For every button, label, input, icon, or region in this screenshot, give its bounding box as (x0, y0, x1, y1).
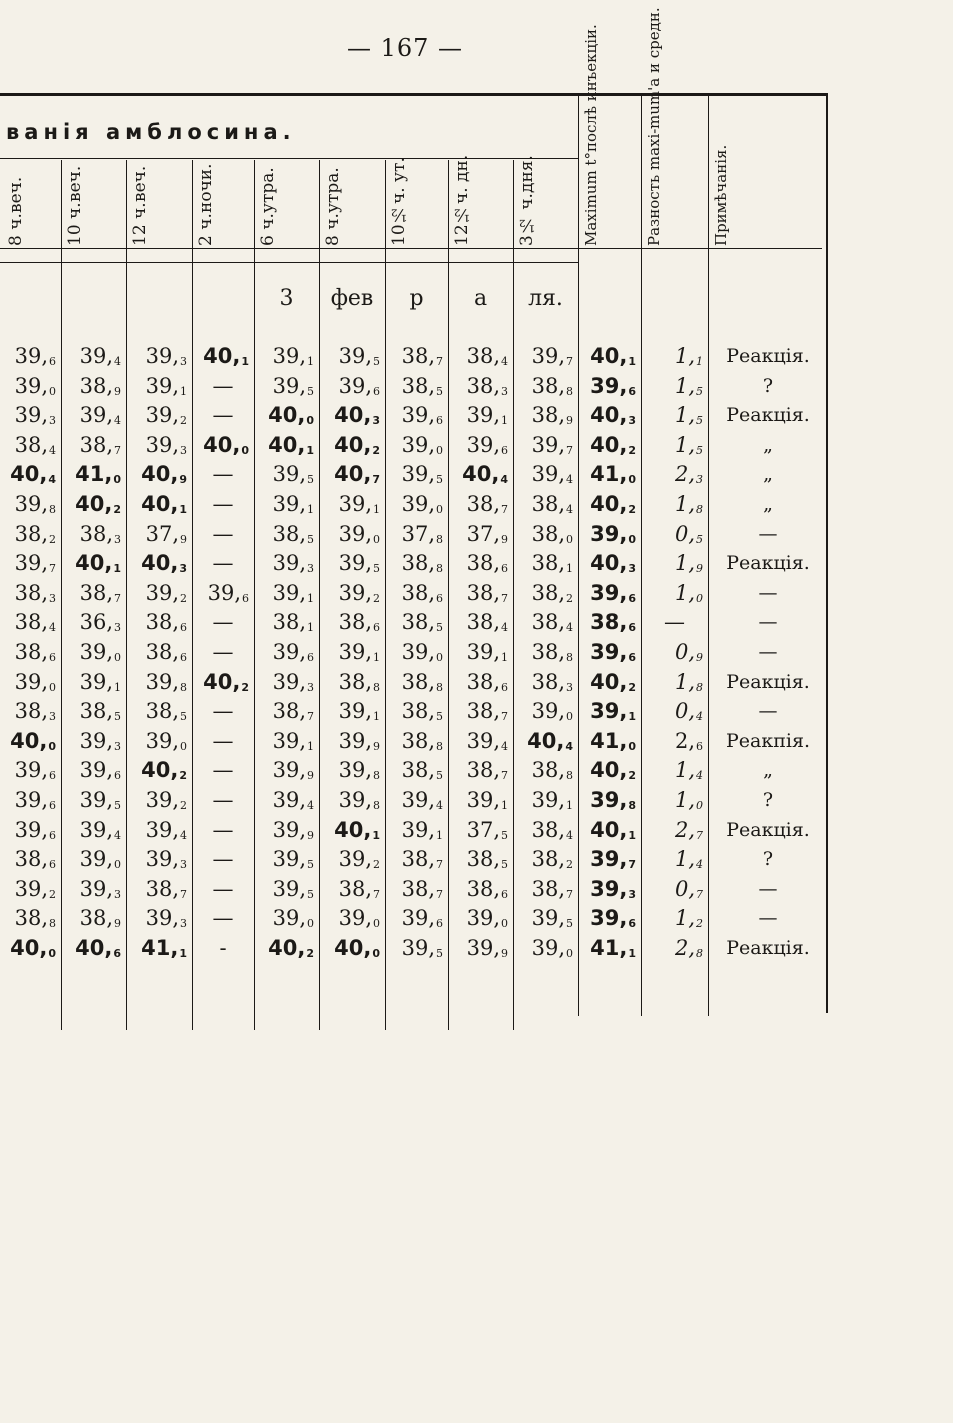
table-cell: $1,_8$ (674, 670, 703, 694)
table-cell: $40,_2$ (590, 492, 636, 516)
row-note: „ (763, 493, 773, 515)
table-cell: $40,_0$ (10, 729, 56, 753)
table-cell: $39,_4$ (466, 729, 508, 753)
table-cell: $39,_2$ (338, 847, 380, 871)
table-cell: $39,_4$ (272, 788, 314, 812)
table-cell: $39,_0$ (14, 374, 56, 398)
table-cell: $38,_8$ (401, 670, 443, 694)
table-cell: $38,_7$ (401, 877, 443, 901)
column-header (452, 155, 509, 246)
table-cell: $38,_4$ (531, 610, 573, 634)
table-cell: $39,_5$ (531, 906, 573, 930)
table-cell: $39,_1$ (590, 699, 636, 723)
table-cell: $38,_7$ (79, 581, 121, 605)
table-cell: $38,_3$ (14, 581, 56, 605)
table-cell: $40,_3$ (141, 551, 187, 575)
table-cell: $39,_0$ (145, 729, 187, 753)
table-cell: $38,_6$ (466, 551, 508, 575)
table-cell: — (212, 551, 234, 575)
table-cell: $38,_0$ (531, 522, 573, 546)
table-cell: $39,_9$ (466, 936, 508, 960)
row-note: — (758, 582, 778, 604)
table-cell: $39,_6$ (14, 344, 56, 368)
table-cell: $38,_7$ (531, 877, 573, 901)
table-cell: $39,_9$ (272, 818, 314, 842)
page-number: — 167 — (346, 34, 464, 62)
column-header-line: 12 ч. (130, 202, 150, 246)
table-cell: $38,_9$ (79, 374, 121, 398)
table-cell: $38,_6$ (590, 610, 636, 634)
table-cell: — (212, 906, 234, 930)
table-cell: $38,_3$ (14, 699, 56, 723)
table-cell: $38,_4$ (14, 610, 56, 634)
table-cell: $39,_5$ (401, 462, 443, 486)
table-top-rule (0, 93, 828, 96)
table-cell: $39,_6$ (401, 403, 443, 427)
row-note: — (758, 878, 778, 900)
column-header-line: 10½ (389, 204, 409, 246)
table-cell: — (212, 403, 234, 427)
column-header-line: веч. (130, 166, 150, 203)
table-cell: $39,_2$ (145, 788, 187, 812)
table-cell: $37,_9$ (145, 522, 187, 546)
table-cell: $38,_1$ (531, 551, 573, 575)
column-header (712, 100, 822, 246)
table-cell: $40,_0$ (334, 936, 380, 960)
column-header-line: веч. (6, 176, 26, 214)
column-header-line: 12½ (452, 204, 472, 246)
table-cell: $39,_5$ (401, 936, 443, 960)
table-cell: $40,_6$ (75, 936, 121, 960)
row-note: ? (762, 375, 774, 397)
column-header-line: ч. дн. (452, 155, 472, 205)
table-cell: $38,_3$ (466, 374, 508, 398)
table-cell: $40,_3$ (590, 551, 636, 575)
table-cell: $39,_4$ (79, 818, 121, 842)
table-cell: $38,_4$ (466, 610, 508, 634)
table-cell: $39,_1$ (466, 403, 508, 427)
table-cell: $39,_1$ (272, 344, 314, 368)
table-cell: $39,_0$ (401, 492, 443, 516)
table-cell: $39,_6$ (466, 433, 508, 457)
table-cell: $39,_1$ (338, 492, 380, 516)
table-cell: $39,_1$ (145, 374, 187, 398)
column-header (389, 157, 444, 246)
table-cell: $39,_7$ (590, 847, 636, 871)
table-cell: $39,_6$ (401, 906, 443, 930)
table-cell: $39,_3$ (79, 877, 121, 901)
table-cell: $39,_8$ (590, 788, 636, 812)
table-cell: $39,_5$ (272, 877, 314, 901)
table-cell: $39,_1$ (272, 581, 314, 605)
table-cell: $2,_8$ (674, 936, 703, 960)
table-cell: — (212, 877, 234, 901)
table-cell: $39,_1$ (272, 729, 314, 753)
column-header (323, 164, 381, 246)
date-word: р (409, 286, 424, 311)
table-cell: $39,_9$ (338, 729, 380, 753)
table-cell: $39,_8$ (338, 758, 380, 782)
table-cell: $1,_5$ (674, 433, 703, 457)
table-cell: $39,_2$ (145, 403, 187, 427)
table-cell: $38,_5$ (401, 758, 443, 782)
table-cell: $41,_0$ (590, 729, 636, 753)
table-cell: $38,_3$ (79, 522, 121, 546)
table-cell: — (212, 758, 234, 782)
table-cell: $39,_0$ (466, 906, 508, 930)
table-cell: — (212, 610, 234, 634)
table-cell: $38,_8$ (338, 670, 380, 694)
table-cell: — (664, 610, 685, 634)
table-cell: — (212, 729, 234, 753)
table-cell: $38,_8$ (531, 758, 573, 782)
table-cell: $0,_4$ (674, 699, 703, 723)
table-cell: $1,_5$ (674, 403, 703, 427)
table-cell: $37,_9$ (466, 522, 508, 546)
table-cell: $40,_9$ (141, 462, 187, 486)
column-header-line: веч. (65, 166, 85, 203)
column-header (258, 164, 315, 246)
table-cell: $40,_2$ (590, 670, 636, 694)
table-cell: $39,_3$ (590, 877, 636, 901)
table-cell: $40,_1$ (334, 818, 380, 842)
table-cell: $40,_2$ (141, 758, 187, 782)
column-header-line: Maximum t° (582, 152, 600, 246)
table-cell: $39,_0$ (531, 699, 573, 723)
table-cell: $38,_6$ (14, 847, 56, 871)
table-cell: $39,_7$ (531, 344, 573, 368)
table-cell: — (212, 374, 234, 398)
table-cell: $39,_1$ (272, 492, 314, 516)
table-cell: $40,_1$ (203, 344, 249, 368)
table-cell: $39,_4$ (79, 344, 121, 368)
table-cell: $39,_1$ (338, 699, 380, 723)
table-cell: $40,_2$ (334, 433, 380, 457)
row-note: Реакція. (726, 671, 810, 693)
column-header (196, 164, 250, 246)
table-cell: $38,_6$ (145, 610, 187, 634)
table-cell: $39,_4$ (531, 462, 573, 486)
table-cell: $40,_0$ (268, 403, 314, 427)
table-cell: $39,_3$ (145, 847, 187, 871)
table-cell: $1,_1$ (674, 344, 703, 368)
table-cell: $38,_9$ (79, 906, 121, 930)
table-cell: $39,_8$ (14, 492, 56, 516)
row-note: „ (763, 463, 773, 485)
table-cell: $40,_4$ (10, 462, 56, 486)
table-cell: $37,_8$ (401, 522, 443, 546)
table-cell: $38,_6$ (466, 670, 508, 694)
table-title: ванія амблосина. (6, 120, 296, 144)
column-header-line: ночи. (196, 163, 216, 214)
table-cell: $38,_4$ (531, 818, 573, 842)
table-cell: $38,_7$ (466, 492, 508, 516)
table-cell: $40,_1$ (75, 551, 121, 575)
table-cell: $39,_6$ (79, 758, 121, 782)
table-cell: $39,_2$ (338, 581, 380, 605)
table-cell: $38,_6$ (338, 610, 380, 634)
row-note: Реакція. (726, 552, 810, 574)
table-cell: $38,_5$ (401, 610, 443, 634)
table-cell: $39,_7$ (531, 433, 573, 457)
table-cell: $39,_1$ (338, 640, 380, 664)
table-cell: — (212, 818, 234, 842)
table-cell: $38,_7$ (401, 847, 443, 871)
column-header-line: 3½ ч. (517, 193, 537, 246)
column-header (6, 164, 57, 246)
table-cell: $39,_4$ (145, 818, 187, 842)
table-cell: $39,_3$ (272, 670, 314, 694)
table-cell: $38,_7$ (338, 877, 380, 901)
table-cell: $39,_6$ (590, 906, 636, 930)
table-cell: - (219, 936, 227, 960)
column-header-line: дня. (517, 155, 537, 194)
title-rule (0, 158, 578, 159)
column-header-line: утра. (258, 167, 278, 214)
row-note: Реакпія. (726, 730, 810, 752)
table-cell: $37,_5$ (466, 818, 508, 842)
date-word: ля. (528, 286, 563, 311)
table-cell: $39,_5$ (272, 462, 314, 486)
table-cell: $39,_0$ (79, 847, 121, 871)
table-cell: $0,_7$ (674, 877, 703, 901)
column-header (645, 7, 704, 246)
table-cell: $38,_5$ (401, 374, 443, 398)
table-cell: $38,_5$ (466, 847, 508, 871)
row-note: — (758, 523, 778, 545)
table-cell: $38,_8$ (401, 729, 443, 753)
table-cell: $40,_1$ (141, 492, 187, 516)
table-cell: $38,_3$ (531, 670, 573, 694)
table-cell: $41,_1$ (141, 936, 187, 960)
table-cell: — (212, 522, 234, 546)
table-cell: $38,_2$ (14, 522, 56, 546)
table-cell: $38,_8$ (401, 551, 443, 575)
table-cell: $38,_6$ (466, 877, 508, 901)
table-cell: $2,_6$ (674, 729, 703, 753)
header-bottom-rule (0, 248, 822, 249)
table-cell: $39,_5$ (338, 344, 380, 368)
row-note: — (758, 700, 778, 722)
table-cell: — (212, 699, 234, 723)
table-cell: $39,_8$ (145, 670, 187, 694)
table-cell: $38,_5$ (79, 699, 121, 723)
table-cell: $40,_1$ (590, 344, 636, 368)
table-cell: $39,_6$ (14, 818, 56, 842)
table-cell: — (212, 788, 234, 812)
column-header-line: 6 ч. (258, 213, 278, 246)
column-header-line: mum'a и средн. (645, 7, 663, 129)
table-cell: $39,_0$ (14, 670, 56, 694)
table-cell: $0,_9$ (674, 640, 703, 664)
table-cell: $39,_1$ (401, 818, 443, 842)
table-cell: $1,_4$ (674, 758, 703, 782)
table-cell: $38,_6$ (145, 640, 187, 664)
table-cell: $1,_4$ (674, 847, 703, 871)
table-cell: $39,_3$ (145, 344, 187, 368)
table-cell: $39,_6$ (14, 788, 56, 812)
column-header-line: 8 ч. (323, 213, 343, 246)
table-cell: $38,_7$ (466, 581, 508, 605)
row-note: ? (762, 789, 774, 811)
column-header-line: послѣ инъекціи. (582, 24, 600, 153)
table-cell: — (212, 847, 234, 871)
table-cell: $38,_7$ (272, 699, 314, 723)
table-cell: $40,_3$ (590, 403, 636, 427)
table-cell: $38,_5$ (145, 699, 187, 723)
table-cell: $40,_1$ (590, 818, 636, 842)
table-cell: $38,_7$ (466, 699, 508, 723)
table-cell: $39,_5$ (338, 551, 380, 575)
table-cell: $39,_6$ (590, 640, 636, 664)
table-cell: $38,_2$ (531, 847, 573, 871)
table-cell: $38,_7$ (79, 433, 121, 457)
table-cell: $38,_4$ (466, 344, 508, 368)
table-cell: $39,_1$ (531, 788, 573, 812)
table-cell: $41,_0$ (75, 462, 121, 486)
table-cell: $39,_5$ (79, 788, 121, 812)
row-note: — (758, 611, 778, 633)
table-cell: $36,_3$ (79, 610, 121, 634)
table-cell: $40,_2$ (203, 670, 249, 694)
table-cell: $38,_5$ (401, 699, 443, 723)
table-cell: $38,_4$ (14, 433, 56, 457)
table-cell: $2,_3$ (674, 462, 703, 486)
table-cell: $39,_2$ (14, 877, 56, 901)
table-cell: $39,_9$ (272, 758, 314, 782)
column-header (130, 164, 188, 246)
row-note: Реакція. (726, 345, 810, 367)
table-cell: $38,_8$ (531, 640, 573, 664)
table-cell: $38,_8$ (531, 374, 573, 398)
table-cell: — (212, 492, 234, 516)
table-cell: $39,_3$ (145, 433, 187, 457)
column-header-line: утра. (323, 167, 343, 214)
table-cell: $39,_5$ (272, 847, 314, 871)
table-cell: $40,_3$ (334, 403, 380, 427)
table-cell: $39,_0$ (79, 640, 121, 664)
table-cell: $38,_7$ (145, 877, 187, 901)
table-cell: $39,_3$ (272, 551, 314, 575)
table-cell: $1,_8$ (674, 492, 703, 516)
table-cell: $38,_6$ (401, 581, 443, 605)
table-cell: $40,_2$ (590, 758, 636, 782)
column-header (517, 155, 574, 246)
table-cell: $2,_7$ (674, 818, 703, 842)
table-cell: $39,_6$ (272, 640, 314, 664)
table-cell: $38,_7$ (401, 344, 443, 368)
column-header-line: Разность maxi- (645, 128, 663, 246)
table-cell: $41,_0$ (590, 462, 636, 486)
table-cell: $39,_6$ (590, 374, 636, 398)
table-cell: $39,_6$ (14, 758, 56, 782)
row-note: „ (763, 759, 773, 781)
table-cell: $40,_4$ (462, 462, 508, 486)
table-cell: — (212, 462, 234, 486)
table-cell: $39,_6$ (338, 374, 380, 398)
table-cell: $39,_0$ (590, 522, 636, 546)
table-cell: $38,_2$ (531, 581, 573, 605)
column-header-line: 2 ч. (196, 213, 216, 246)
table-cell: $39,_8$ (338, 788, 380, 812)
table-cell: $39,_3$ (14, 403, 56, 427)
table-cell: $39,_5$ (272, 374, 314, 398)
table-cell: $39,_2$ (145, 581, 187, 605)
table-cell: $39,_6$ (590, 581, 636, 605)
table-cell: $38,_8$ (14, 906, 56, 930)
table-cell: $1,_5$ (674, 374, 703, 398)
table-cell: $38,_9$ (531, 403, 573, 427)
table-cell: $38,_1$ (272, 610, 314, 634)
table-cell: $40,_2$ (75, 492, 121, 516)
date-word: 3 (279, 286, 294, 311)
column-header-line: Примѣчанія. (712, 144, 730, 246)
table-cell: $41,_1$ (590, 936, 636, 960)
row-note: Реакція. (726, 937, 810, 959)
table-cell: $39,_3$ (79, 729, 121, 753)
date-word: фев (330, 286, 374, 311)
date-word: а (473, 286, 488, 311)
table-cell: — (212, 640, 234, 664)
column-header-line: 8 ч. (6, 213, 26, 246)
table-cell: $38,_5$ (272, 522, 314, 546)
table-cell: $40,_2$ (590, 433, 636, 457)
row-note: „ (763, 434, 773, 456)
table-cell: $1,_9$ (674, 551, 703, 575)
table-cell: $38,_4$ (531, 492, 573, 516)
table-cell: $39,_7$ (14, 551, 56, 575)
table-cell: $40,_0$ (203, 433, 249, 457)
column-header-line: 10 ч. (65, 202, 85, 246)
table-cell: $0,_5$ (674, 522, 703, 546)
column-header (582, 24, 637, 246)
table-cell: $39,_4$ (401, 788, 443, 812)
column-header (65, 164, 122, 246)
row-note: — (758, 907, 778, 929)
table-cell: $39,_0$ (401, 433, 443, 457)
table-cell: $39,_6$ (207, 581, 249, 605)
table-cell: $39,_1$ (466, 640, 508, 664)
table-cell: $39,_3$ (145, 906, 187, 930)
table-cell: $38,_7$ (466, 758, 508, 782)
row-note: Реакція. (726, 404, 810, 426)
table-cell: $1,_2$ (674, 906, 703, 930)
row-note: ? (762, 848, 774, 870)
table-cell: $40,_2$ (268, 936, 314, 960)
header-bottom-rule-2 (0, 262, 578, 263)
row-note: Реакція. (726, 819, 810, 841)
table-cell: $39,_1$ (79, 670, 121, 694)
table-cell: $39,_0$ (338, 906, 380, 930)
table-cell: $39,_1$ (466, 788, 508, 812)
table-cell: $40,_7$ (334, 462, 380, 486)
column-header-line: ч. ут. (389, 157, 409, 205)
table-cell: $40,_4$ (527, 729, 573, 753)
table-cell: $39,_0$ (531, 936, 573, 960)
table-cell: $39,_0$ (338, 522, 380, 546)
table-cell: $40,_1$ (268, 433, 314, 457)
table-cell: $38,_6$ (14, 640, 56, 664)
table-cell: $40,_0$ (10, 936, 56, 960)
table-cell: $1,_0$ (674, 788, 703, 812)
table-cell: $1,_0$ (674, 581, 703, 605)
row-note: — (758, 641, 778, 663)
table-cell: $39,_0$ (401, 640, 443, 664)
table-cell: $39,_4$ (79, 403, 121, 427)
table-cell: $39,_0$ (272, 906, 314, 930)
